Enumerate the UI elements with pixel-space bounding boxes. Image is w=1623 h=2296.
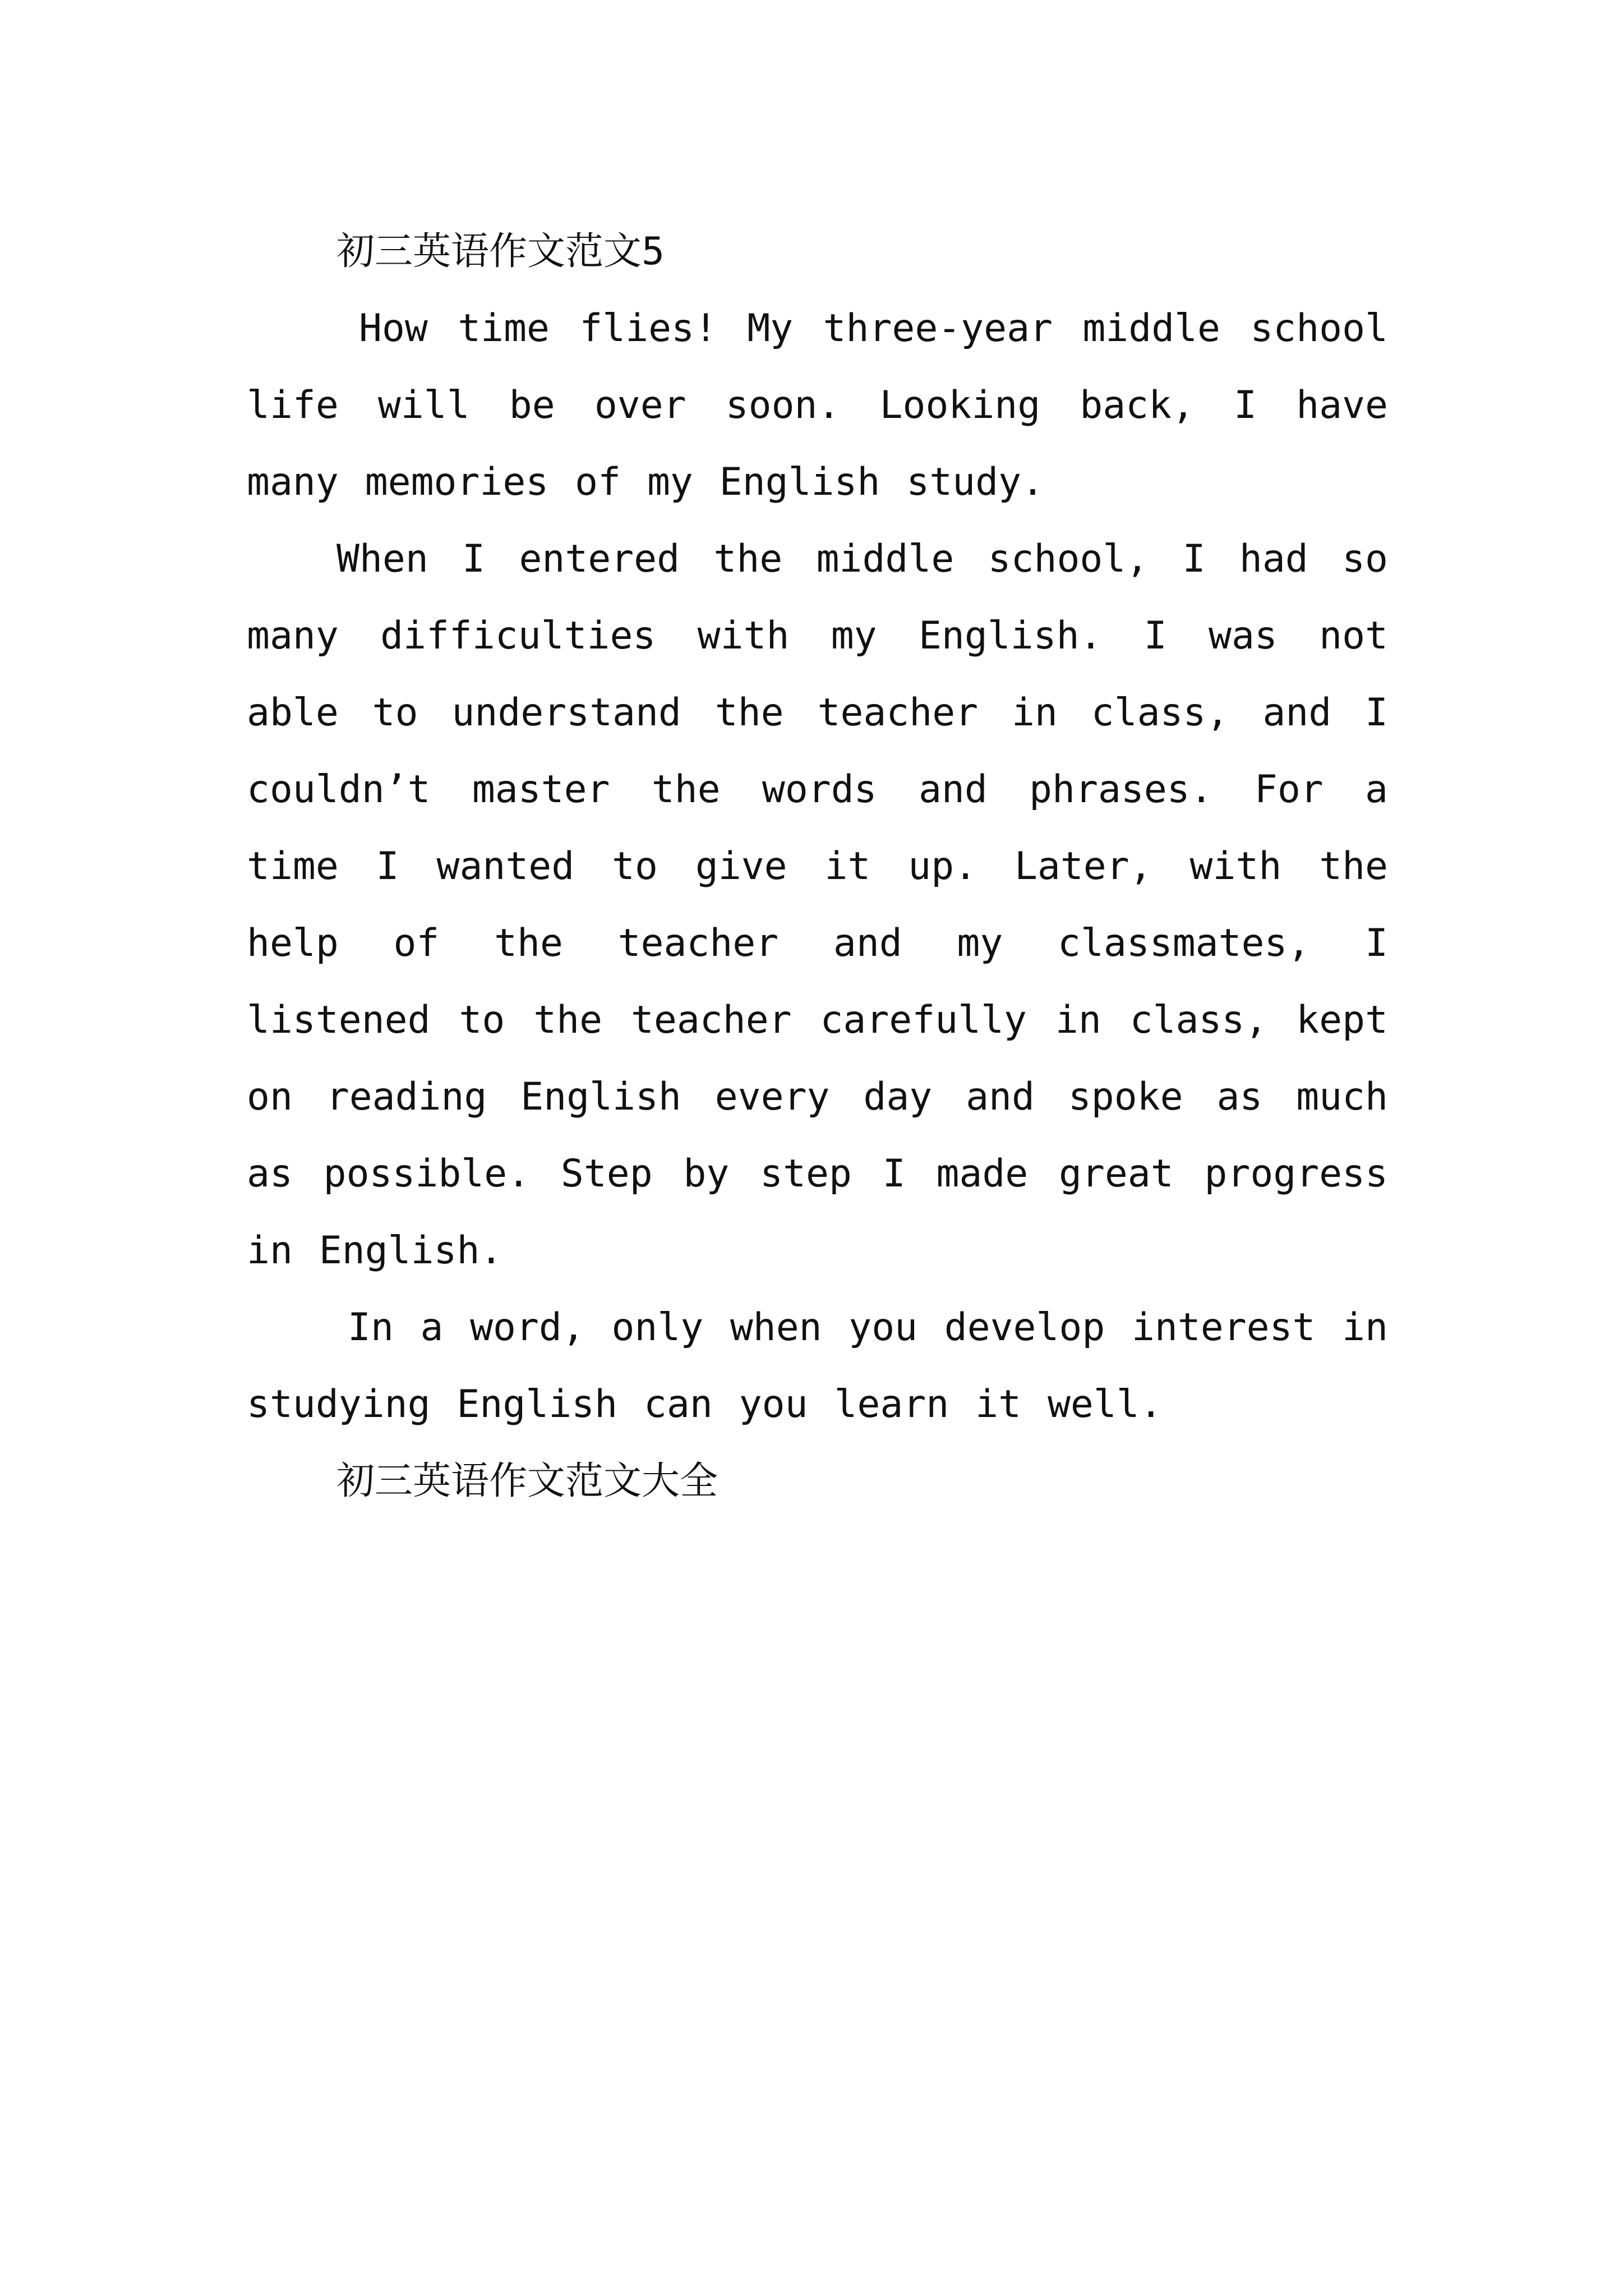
paragraph-body: When I entered the middle school, I had so many difficulties with my English. I was not able to understand the teacher in class, and I couldn’t master the words and phrases. For a time I wanted to give it up. Later, with the help of the teacher and my classmates, I listened to the teacher carefully in class, kept on reading English every day and spoke as much as possible. Step by step I made great progress in English. bbox=[247, 537, 1388, 1273]
document-title: 初三英语作文范文5 bbox=[336, 229, 665, 274]
document-page bbox=[247, 213, 1388, 1520]
paragraph-conclusion: In a word, only when you develop interest in studying English can you learn it well. bbox=[247, 1305, 1388, 1427]
paragraph-intro: How time flies! My three-year middle school life will be over soon. Looking back, I have many memories of my English study. bbox=[247, 306, 1388, 504]
footer-heading: 初三英语作文范文大全 bbox=[336, 1459, 718, 1503]
